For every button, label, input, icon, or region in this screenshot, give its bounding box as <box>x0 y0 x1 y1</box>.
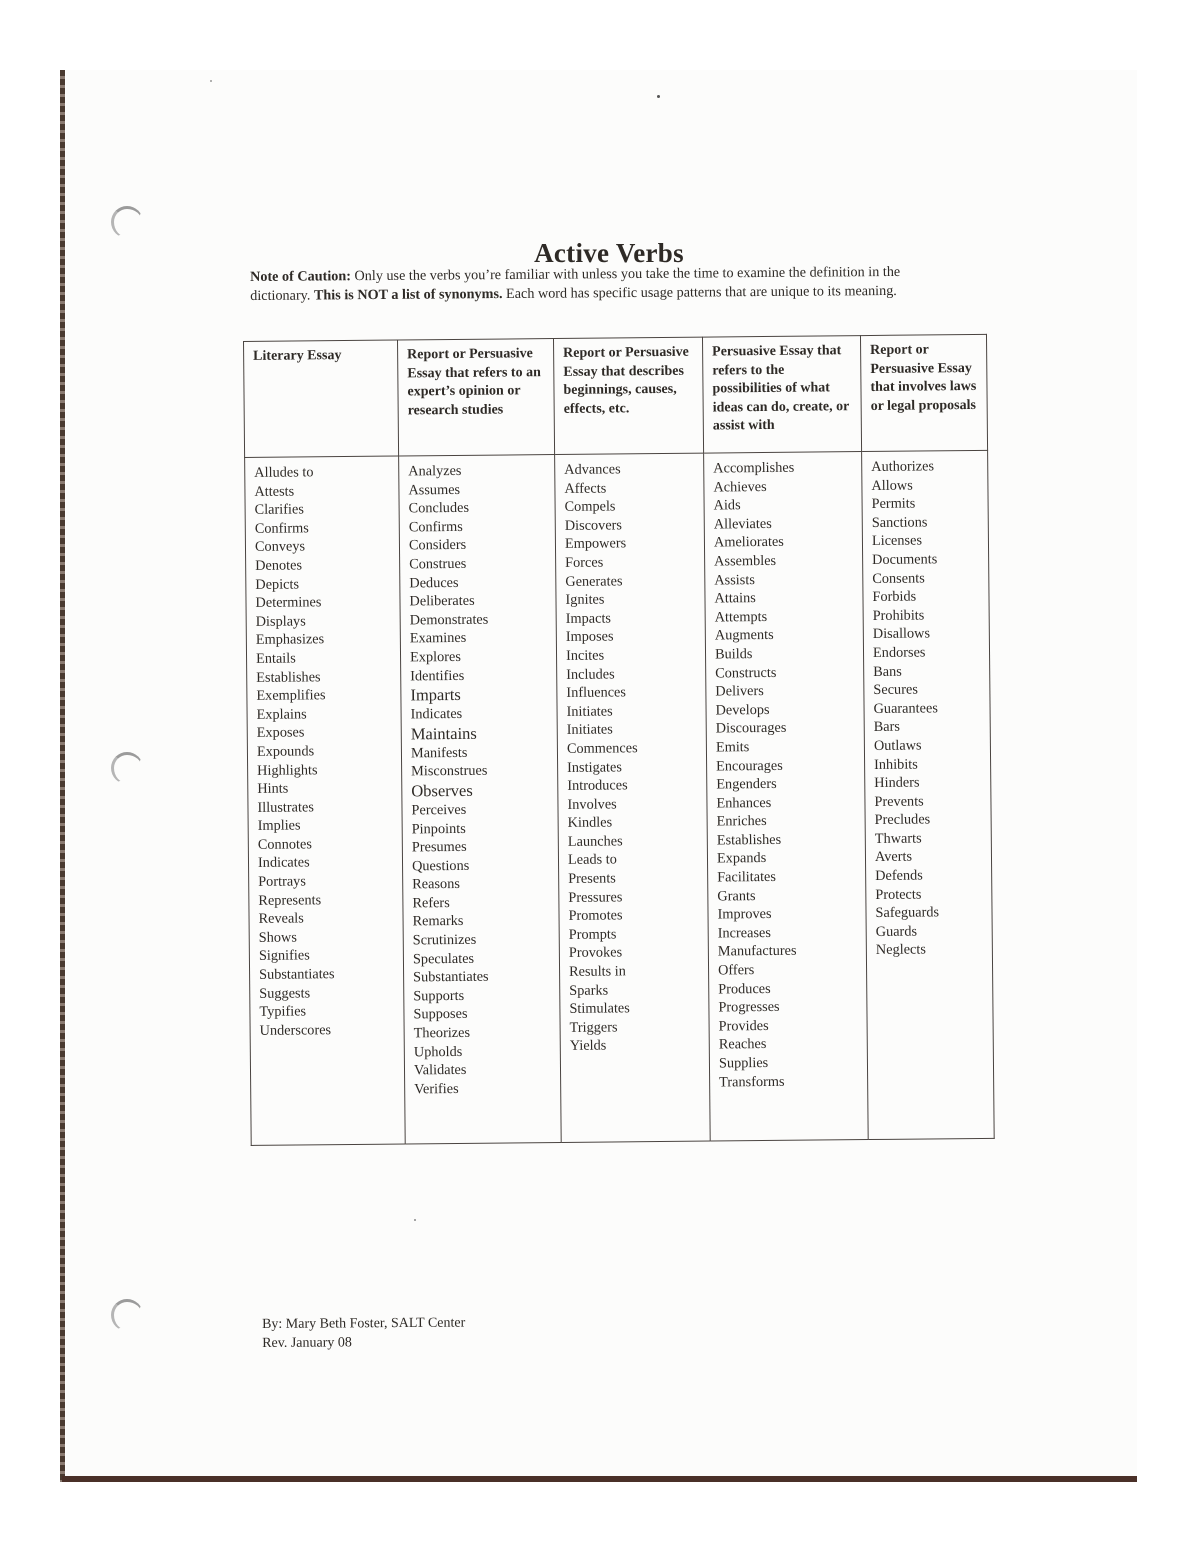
list-item: Theorizes <box>413 1024 471 1042</box>
list-item: Observes <box>411 780 473 801</box>
list-item: Allows <box>871 477 913 494</box>
list-item: Imparts <box>410 685 461 705</box>
list-item: Permits <box>871 495 916 513</box>
revision-date: Rev. January 08 <box>262 1334 352 1351</box>
list-item: Builds <box>714 646 753 663</box>
list-item: Denotes <box>255 557 303 574</box>
list-item: Indicates <box>257 854 310 872</box>
list-item: Constructs <box>715 664 777 682</box>
list-item: Signifies <box>258 947 310 965</box>
list-item: Assumes <box>408 481 461 499</box>
list-item: Verifies <box>414 1080 459 1098</box>
list-item: Bars <box>873 719 901 736</box>
table-row <box>245 450 995 1145</box>
list-item: Manufactures <box>717 943 797 960</box>
caution-emphasis: This is NOT a list of synonyms. <box>313 285 503 303</box>
list-item: Scrutinizes <box>412 931 477 949</box>
list-item: Explains <box>256 706 307 723</box>
list-item: Establishes <box>256 668 321 686</box>
list-item: Imposes <box>565 628 614 646</box>
list-item: Provokes <box>568 944 623 962</box>
list-item: Prevents <box>874 793 924 810</box>
list-item: Confirms <box>408 518 463 536</box>
list-item: Connotes <box>257 836 312 853</box>
list-item: Disallows <box>872 625 931 643</box>
list-item: Guarantees <box>873 700 938 717</box>
list-item: Endorses <box>872 644 926 661</box>
list-item: Encourages <box>716 757 783 774</box>
list-item: Attains <box>714 590 756 607</box>
list-item: Reveals <box>258 910 304 928</box>
binder-hole <box>111 752 143 784</box>
list-item: Includes <box>566 665 615 683</box>
list-item: Offers <box>717 962 755 979</box>
list-item: Discovers <box>564 517 623 534</box>
list-item: Supplies <box>718 1054 769 1072</box>
list-item: Underscores <box>259 1021 332 1039</box>
list-item: Documents <box>872 551 938 568</box>
list-item: Outlaws <box>873 737 922 754</box>
list-item: Highlights <box>257 761 318 779</box>
list-item: Pressures <box>568 889 623 906</box>
author-credit: By: Mary Beth Foster, SALT Center <box>262 1315 466 1332</box>
list-item: Protects <box>875 886 922 903</box>
list-item: Facilitates <box>717 868 777 886</box>
list-item: Develops <box>715 701 770 719</box>
list-item: Initiates <box>566 721 613 739</box>
list-item: Implies <box>257 817 301 835</box>
list-item: Exemplifies <box>256 687 326 705</box>
list-item: Increases <box>717 924 771 942</box>
verb-list-expert-opinion <box>399 455 562 1144</box>
list-item: Provides <box>718 1017 769 1035</box>
list-item: Delivers <box>715 683 764 700</box>
column-header-literary-essay: Literary Essay <box>244 340 399 457</box>
list-item: Sanctions <box>871 514 928 531</box>
list-item: Emphasizes <box>255 631 325 649</box>
list-item: Misconstrues <box>411 762 488 780</box>
list-item: Determines <box>255 594 322 612</box>
list-item: Illustrates <box>257 799 314 816</box>
list-item: Triggers <box>569 1019 618 1036</box>
list-item: Consents <box>872 570 925 587</box>
list-item: Discourages <box>715 720 787 737</box>
list-item: Affects <box>564 480 607 497</box>
active-verbs-table <box>243 334 995 1146</box>
list-item: Reasons <box>412 876 460 893</box>
list-item: Represents <box>258 891 322 909</box>
scan-speck <box>210 80 212 82</box>
list-item: Indicates <box>410 706 463 723</box>
list-item: Establishes <box>716 831 782 849</box>
list-item: Presumes <box>411 838 467 856</box>
list-item: Assists <box>714 571 755 589</box>
verb-list-literary-essay <box>245 456 406 1145</box>
list-item: Incites <box>565 647 605 664</box>
list-item: Portrays <box>258 873 306 890</box>
list-item: Hinders <box>874 774 920 792</box>
list-item: Explores <box>409 648 461 666</box>
list-item: Stimulates <box>569 1000 630 1018</box>
list-item: Perceives <box>411 801 467 819</box>
verb-list-possibilities <box>704 452 869 1141</box>
list-item: Hints <box>257 780 289 797</box>
list-item: Upholds <box>413 1043 463 1061</box>
list-item: Remarks <box>412 913 464 930</box>
list-item: Generates <box>565 572 623 590</box>
list-item: Initiates <box>566 703 613 720</box>
list-item: Guards <box>875 923 918 940</box>
list-item: Shows <box>258 929 297 946</box>
list-item: Maintains <box>410 723 477 744</box>
list-item: Expounds <box>256 743 315 760</box>
table-header-row <box>244 334 988 457</box>
column-header-expert-opinion: Report or Persuasive Essay that refers to an expert’s opinion or research studies <box>397 339 554 456</box>
list-item: Ameliorates <box>713 534 784 551</box>
list-item: Displays <box>255 613 306 630</box>
list-item: Examines <box>409 630 467 647</box>
list-item: Safeguards <box>875 904 940 922</box>
list-item: Forces <box>565 554 604 571</box>
list-item: Substantiates <box>413 968 489 986</box>
list-item: Instigates <box>567 758 622 776</box>
list-item: Bans <box>873 663 902 680</box>
list-item: Averts <box>874 849 913 866</box>
list-item: Influences <box>566 684 627 702</box>
page-title: Active Verbs <box>534 238 684 268</box>
list-item: Depicts <box>255 576 300 593</box>
list-item: Neglects <box>875 941 926 959</box>
list-item: Empowers <box>564 535 627 553</box>
list-item: Entails <box>255 650 296 667</box>
list-item: Introduces <box>567 777 628 795</box>
list-item: Validates <box>413 1062 467 1079</box>
column-header-possibilities: Persuasive Essay that refers to the possibilities of what ideas can do, create, or assist with <box>702 336 861 454</box>
list-item: Analyzes <box>408 462 462 480</box>
caution-text-1: Only use the verbs you’re familiar with unless you take the time to examine the definition in the dictionary. <box>250 263 901 304</box>
list-item: Advances <box>564 461 621 478</box>
list-item: Kindles <box>567 814 613 832</box>
list-item: Prohibits <box>872 607 925 624</box>
scan-speck <box>414 1219 416 1221</box>
list-item: Deliberates <box>409 592 475 610</box>
list-item: Attempts <box>714 608 768 626</box>
verb-list-causes-effects <box>555 453 711 1142</box>
list-item: Deduces <box>409 574 459 591</box>
list-item: Licenses <box>871 532 923 550</box>
list-item: Speculates <box>412 950 475 968</box>
list-item: Results in <box>568 963 626 980</box>
list-item: Confirms <box>254 520 309 537</box>
list-item: Impacts <box>565 610 612 627</box>
list-item: Identifies <box>410 667 465 684</box>
footer <box>262 1315 465 1353</box>
list-item: Exposes <box>256 724 305 742</box>
column-header-laws: Report or Persuasive Essay that involves laws or legal proposals <box>860 334 987 451</box>
list-item: Progresses <box>718 999 780 1016</box>
list-item: Augments <box>714 627 774 644</box>
list-item: Prompts <box>568 926 617 943</box>
caution-label: Note of Caution: <box>250 268 352 285</box>
list-item: Produces <box>718 980 771 998</box>
list-item: Transforms <box>719 1073 785 1091</box>
list-item: Commences <box>566 740 638 757</box>
list-item: Conveys <box>254 538 306 556</box>
list-item: Improves <box>717 906 772 923</box>
list-item: Forbids <box>872 588 917 606</box>
list-item: Emits <box>715 739 750 756</box>
list-item: Alludes to <box>254 464 314 481</box>
list-item: Involves <box>567 796 617 813</box>
list-item: Enhances <box>716 794 772 812</box>
list-item: Yields <box>569 1037 607 1055</box>
list-item: Clarifies <box>254 501 304 519</box>
list-item: Pinpoints <box>411 820 466 837</box>
list-item: Ignites <box>565 591 605 609</box>
list-item: Sparks <box>569 982 609 999</box>
column-header-causes-effects: Report or Persuasive Essay that describes beginnings, causes, effects, etc. <box>553 337 703 454</box>
caution-note <box>250 262 960 305</box>
list-item: Substantiates <box>259 966 335 983</box>
list-item: Aids <box>713 497 741 514</box>
list-item: Considers <box>408 537 467 554</box>
list-item: Supports <box>413 987 465 1005</box>
scan-speck <box>657 95 660 98</box>
list-item: Defends <box>875 867 923 885</box>
list-item: Presents <box>568 870 616 887</box>
list-item: Demonstrates <box>409 611 489 629</box>
list-item: Suggests <box>259 985 311 1002</box>
verb-list-laws <box>862 450 995 1139</box>
list-item: Authorizes <box>871 458 935 475</box>
scan-bottom-edge <box>62 1476 1137 1482</box>
list-item: Concludes <box>408 500 470 517</box>
list-item: Alleviates <box>713 515 772 533</box>
binder-hole <box>111 1299 143 1331</box>
list-item: Reaches <box>718 1036 767 1053</box>
list-item: Manifests <box>410 744 468 762</box>
list-item: Achieves <box>713 478 767 496</box>
list-item: Questions <box>411 857 470 875</box>
binder-hole <box>111 206 143 238</box>
list-item: Precludes <box>874 811 931 829</box>
list-item: Thwarts <box>874 830 922 847</box>
list-item: Refers <box>412 894 450 912</box>
list-item: Inhibits <box>874 756 918 773</box>
caution-text-2: Each word has specific usage patterns that are unique to its meaning. <box>502 282 897 302</box>
list-item: Attests <box>254 483 295 500</box>
list-item: Grants <box>717 887 756 905</box>
list-item: Assembles <box>714 552 777 570</box>
list-item: Leads to <box>567 851 617 869</box>
list-item: Supposes <box>413 1006 468 1023</box>
list-item: Enriches <box>716 813 767 830</box>
list-item: Accomplishes <box>713 459 795 477</box>
list-item: Compels <box>564 498 616 516</box>
scan-left-edge <box>60 70 65 1482</box>
list-item: Typifies <box>259 1003 307 1021</box>
list-item: Expands <box>716 850 767 867</box>
list-item: Promotes <box>568 907 623 925</box>
list-item: Construes <box>409 555 467 573</box>
list-item: Engenders <box>716 775 777 793</box>
list-item: Launches <box>567 833 623 850</box>
list-item: Secures <box>873 681 918 699</box>
